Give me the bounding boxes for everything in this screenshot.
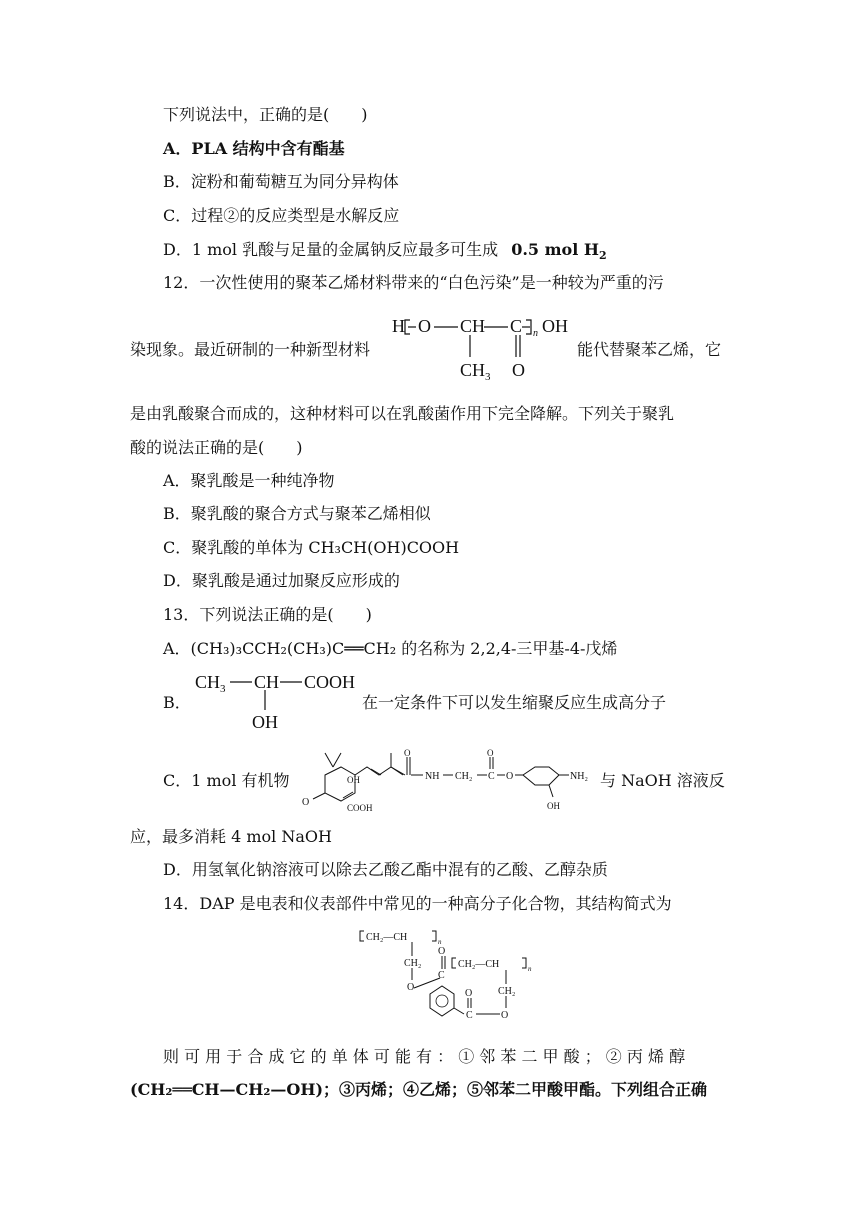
q13-option-b-text: 在一定条件下可以发生缩聚反应生成高分子 bbox=[362, 693, 667, 712]
q13-option-c-label: C．1 mol 有机物 bbox=[163, 771, 290, 790]
dap-chain-right: CH₂—CH bbox=[458, 959, 500, 970]
q11-option-a: A．PLA 结构中含有酯基 bbox=[163, 139, 345, 158]
q11-option-b: B．淀粉和葡萄糖互为同分异构体 bbox=[163, 172, 399, 191]
q12-line4: 酸的说法正确的是( ) bbox=[130, 438, 303, 457]
q14-line2: (CH₂══CH—CH₂—OH)；③丙烯；④乙烯；⑤邻苯二甲酸甲酯。下列组合正确 bbox=[130, 1080, 708, 1099]
pla-polymer-structure bbox=[388, 312, 578, 382]
c-nh: NH bbox=[425, 771, 440, 782]
organic-compound-structure bbox=[297, 745, 602, 815]
b-ch3: $CH_3$ bbox=[195, 672, 226, 695]
dap-o-left: O bbox=[407, 982, 415, 993]
dap-c-bottom: C bbox=[466, 1010, 473, 1021]
pla-o-double: O bbox=[512, 360, 525, 380]
q13-option-c-cont: 应，最多消耗 4 mol NaOH bbox=[130, 827, 332, 846]
dap-o-top-dbl: O bbox=[438, 946, 446, 957]
dap-ch2-left: CH₂ bbox=[404, 958, 422, 969]
dap-n-right: n bbox=[528, 965, 532, 973]
pla-c: C bbox=[510, 316, 523, 336]
b-cooh: COOH bbox=[304, 672, 356, 692]
q11-option-d bbox=[163, 239, 607, 267]
q12-option-c: C．聚乳酸的单体为 CH₃CH(OH)COOH bbox=[163, 538, 460, 557]
dap-o-bottom-dbl: O bbox=[465, 988, 473, 999]
dap-o-right: O bbox=[501, 1010, 509, 1021]
q13-option-b-label: B． bbox=[163, 693, 191, 712]
pla-ch: CH bbox=[460, 316, 486, 336]
pla-h: H bbox=[392, 316, 405, 336]
q14-line1: 则 可 用 于 合 成 它 的 单 体 可 能 有 ： ① 邻 苯 二 甲 酸 ； ② 丙 烯 醇 bbox=[163, 1047, 686, 1066]
q11-intro: 下列说法中，正确的是( ) bbox=[163, 105, 368, 124]
c-c-ester: C bbox=[488, 771, 495, 782]
dap-polymer-structure bbox=[358, 926, 538, 1031]
q11-option-c: C．过程②的反应类型是水解反应 bbox=[163, 206, 400, 225]
dap-n-top: n bbox=[438, 938, 442, 946]
c-o-ester: O bbox=[506, 771, 514, 782]
q12-option-b: B．聚乳酸的聚合方式与聚苯乙烯相似 bbox=[163, 504, 431, 523]
q12-line3: 是由乳酸聚合而成的，这种材料可以在乳酸菌作用下完全降解。下列关于聚乳 bbox=[130, 404, 675, 423]
q12-line2-post: 能代替聚苯乙烯，它 bbox=[577, 340, 722, 359]
dap-c-top: C bbox=[438, 970, 445, 981]
c-o-amide: O bbox=[404, 748, 411, 758]
q13-option-c-post: 与 NaOH 溶液反 bbox=[600, 771, 725, 790]
c-oh-ring: OH bbox=[347, 775, 360, 785]
pla-oh: OH bbox=[542, 316, 568, 336]
q14-stem: 14．DAP 是电表和仪表部件中常见的一种高分子化合物，其结构简式为 bbox=[163, 894, 672, 913]
b-ch: CH bbox=[254, 672, 280, 692]
q12-option-a: A．聚乳酸是一种纯净物 bbox=[163, 471, 335, 490]
c-ch2: CH₂ bbox=[455, 771, 473, 782]
dap-ch2-right: CH₂ bbox=[498, 986, 516, 997]
lactic-acid-structure bbox=[192, 668, 367, 732]
pla-n: n bbox=[533, 328, 538, 339]
c-o-ester-dbl: O bbox=[487, 748, 494, 758]
c-nh2: NH₂ bbox=[570, 771, 588, 782]
pla-ch3: $CH_3$ bbox=[460, 360, 491, 382]
q11-option-d-text: D．1 mol 乳酸与足量的金属钠反应最多可生成 bbox=[163, 240, 499, 259]
q13-option-d: D．用氢氧化钠溶液可以除去乙酸乙酯中混有的乙酸、乙醇杂质 bbox=[163, 860, 608, 879]
b-oh: OH bbox=[252, 712, 278, 732]
q11-option-d-value: 0.5 mol H bbox=[511, 240, 599, 259]
c-oh-phenol: OH bbox=[547, 801, 560, 811]
pla-o: O bbox=[418, 316, 431, 336]
q13-option-a: A．(CH₃)₃CCH₂(CH₃)C══CH₂ 的名称为 2,2,4-三甲基-4-戊烯 bbox=[163, 639, 618, 658]
c-o-ketone: O bbox=[302, 797, 310, 808]
q13-stem: 13．下列说法正确的是( ) bbox=[163, 605, 372, 624]
dap-chain-top: CH₂—CH bbox=[366, 932, 408, 943]
q11-option-d-sub: 2 bbox=[598, 249, 607, 263]
q12-line2-pre: 染现象。最近研制的一种新型材料 bbox=[130, 340, 371, 359]
c-cooh: COOH bbox=[347, 803, 373, 813]
q12-line1: 12．一次性使用的聚苯乙烯材料带来的“白色污染”是一种较为严重的污 bbox=[163, 273, 664, 292]
q12-option-d: D．聚乳酸是通过加聚反应形成的 bbox=[163, 571, 400, 590]
